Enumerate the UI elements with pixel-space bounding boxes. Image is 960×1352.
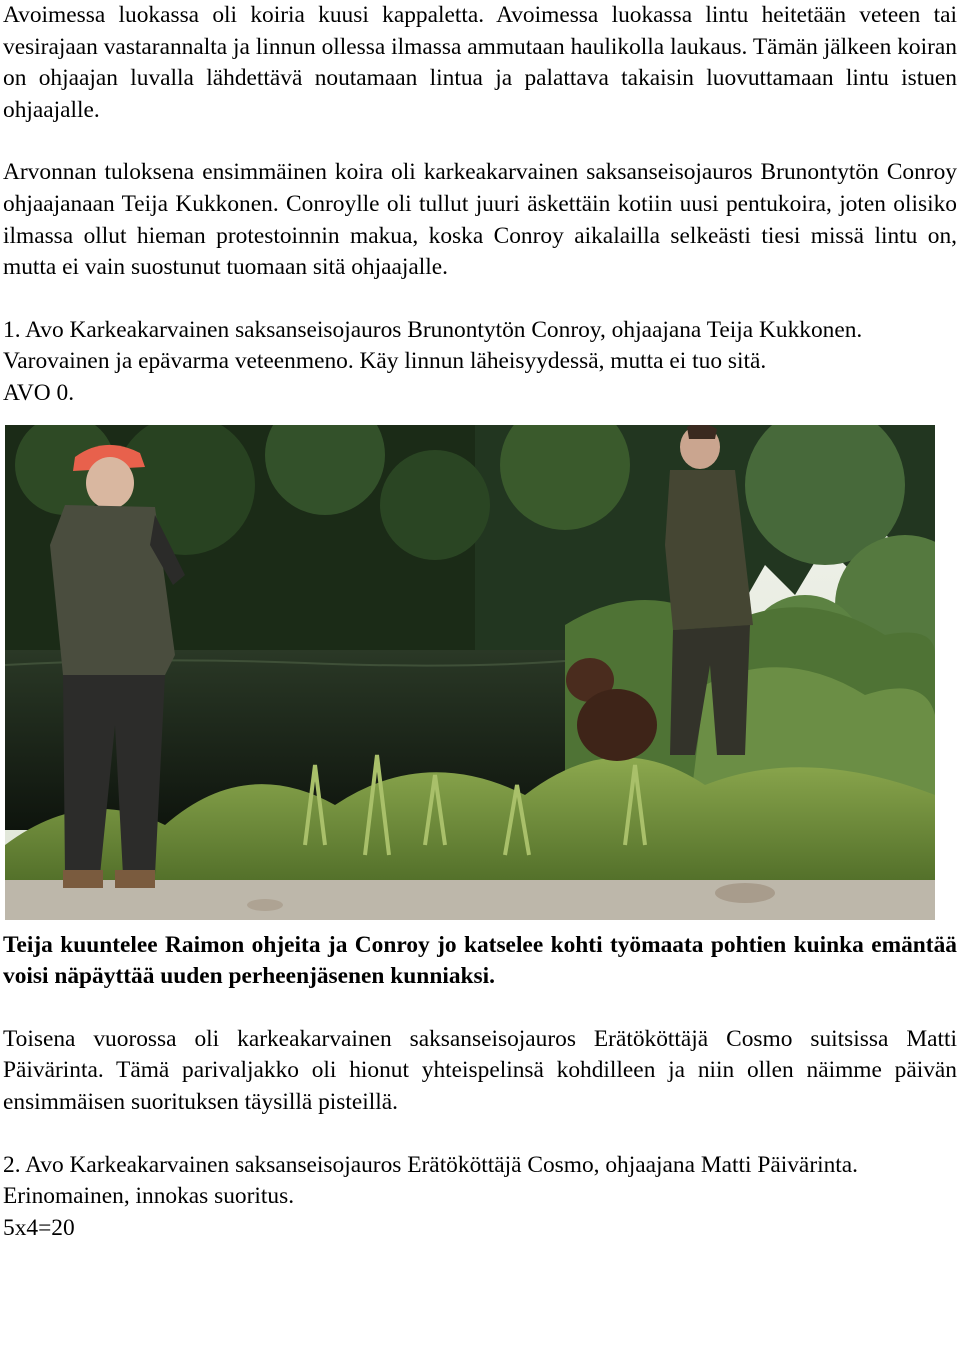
result-1-comment: Varovainen ja epävarma veteenmeno. Käy linnun läheisyydessä, mutta ei tuo sitä. [3, 348, 767, 375]
man-head [86, 457, 134, 509]
stone [247, 899, 283, 911]
draw-paragraph: Arvonnan tuloksena ensimmäinen koira oli karkeakarvainen saksanseisojauros Brunontytön Conroy ohjaajanaan Teija Kukkonen. Conroylle oli tullut juuri äskettäin kotiin uusi pentukoira, joten olisiko ilmassa ollut hieman protestoinnin makua, koska Conroy aikalailla selkeästi tiesi missä lintu on, mutta ei vain suostunut tuomaan sitä ohjaajalle. [3, 159, 957, 281]
man-boot [63, 870, 103, 888]
second-paragraph: Toisena vuorossa oli karkeakarvainen saksanseisojauros Erätököttäjä Cosmo suitsissa Matti Päivärinta. Tämä parivaljakko oli hionut yhteispelinsä kohdilleen ja niin ollen näimme päivän ensimmäisen suorituksen täysillä pisteillä. [3, 1025, 957, 1115]
result-2-title: 2. Avo Karkeakarvainen saksanseisojauros Erätököttäjä Cosmo, ohjaajana Matti Päivärinta. [3, 1151, 859, 1178]
dog-body [577, 689, 657, 761]
paragraph-gap [3, 284, 957, 315]
document-page [3, 0, 957, 1244]
result-1-score: AVO 0. [3, 379, 75, 406]
photo-illustration [5, 425, 935, 920]
result-2-comment: Erinomainen, innokas suoritus. [3, 1183, 295, 1210]
stone [715, 883, 775, 903]
paragraph-gap [3, 126, 957, 157]
training-photo [5, 425, 935, 920]
result-2-score: 5x4=20 [3, 1214, 75, 1241]
paragraph-gap [3, 1119, 957, 1150]
intro-paragraph: Avoimessa luokassa oli koiria kuusi kappaletta. Avoimessa luokassa lintu heitetään veteen tai vesirajaan vastarannalta ja linnun ollessa ilmassa ammutaan haulikolla laukaus. Tämän jälkeen koiran on ohjaajan luvalla lähdettävä noutamaan lintua ja palattava takaisin luovuttamaan lintu istuen ohjaajalle. [3, 2, 957, 123]
paragraph-gap [3, 993, 957, 1024]
result-1-title: 1. Avo Karkeakarvainen saksanseisojauros Brunontytön Conroy, ohjaajana Teija Kukkonen. [3, 316, 863, 343]
tree-canopy [380, 450, 490, 560]
woman-hair [687, 425, 717, 439]
photo-caption: Teija kuuntelee Raimon ohjeita ja Conroy jo katselee kohti työmaata pohtien kuinka emäntää voisi näpäyttää uuden perheenjäsenen kunniaksi. [3, 931, 957, 990]
man-boot [115, 870, 155, 888]
